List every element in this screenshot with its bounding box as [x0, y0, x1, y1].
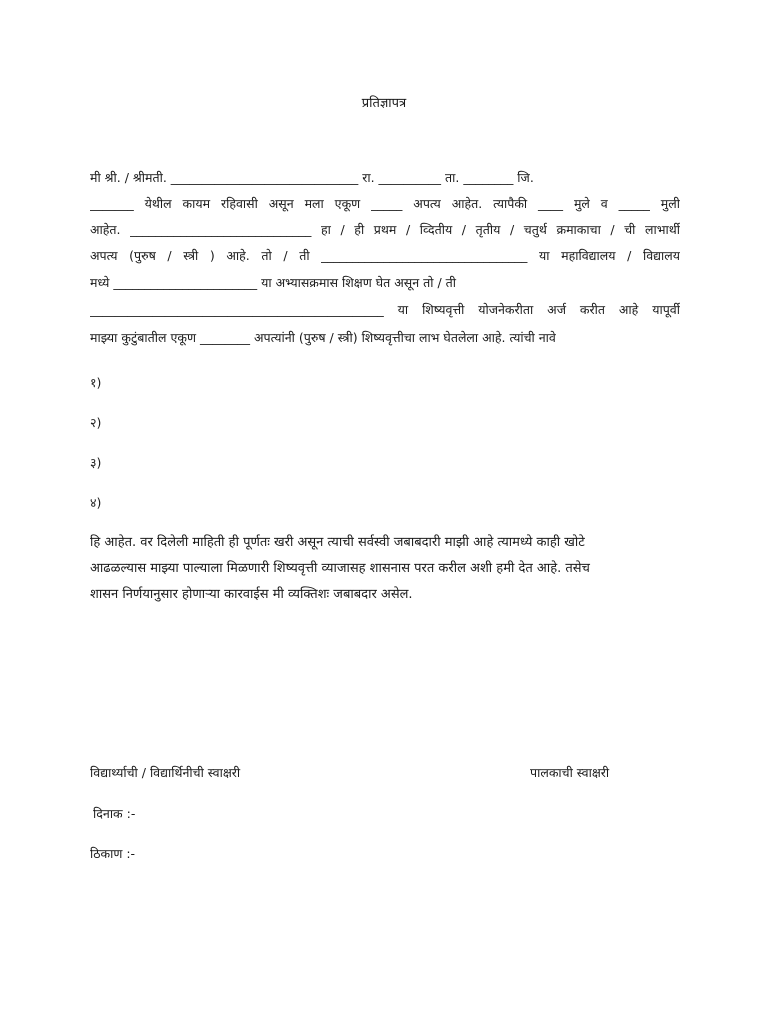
list-item-1: १) [90, 375, 102, 390]
document-title: प्रतिज्ञापत्र [361, 96, 407, 111]
list-item-2: २) [90, 415, 102, 430]
student-signature-label: विद्यार्थ्याची / विद्यार्थिनीची स्वाक्षरी [90, 765, 241, 780]
place-label: ठिकाण :- [90, 846, 136, 861]
declaration-line-3: शासन निर्णयानुसार होणाऱ्या कारवाईस मी व्यक्तिशः जबाबदार असेल. [90, 587, 413, 602]
body-line-2: _______ येथील कायम रहिवासी असून मला एकूण _____ अपत्य आहेत. त्यापैकी ____ मुले व _____ मुली [90, 196, 680, 211]
parent-signature-label: पालकाची स्वाक्षरी [530, 765, 610, 780]
body-line-6: _______________________________________________ या शिष्यवृत्ती योजनेकरीता अर्ज करीत आहे यापूर्वी [90, 302, 680, 317]
declaration-line-1: हि आहेत. वर दिलेली माहिती ही पूर्णतः खरी असून त्याची सर्वस्वी जबाबदारी माझी आहे त्यामध्ये काही खोटे [90, 535, 585, 550]
declaration-paragraph [90, 530, 690, 608]
body-line-4: अपत्य (पुरुष / स्त्री ) आहे. तो / ती _________________________________ या महाविद्यालय / विद्यालय [90, 248, 680, 263]
body-line-5: मध्ये _______________________ या अभ्यासक्रमास शिक्षण घेत असून तो / ती [90, 275, 456, 290]
declaration-line-2: आढळल्यास माझ्या पाल्याला मिळणारी शिष्यवृत्ती व्याजासह शासनास परत करील अशी हमी देत आहे. तसेच [90, 561, 590, 576]
body-line-1: मी श्री. / श्रीमती. ______________________________ रा. __________ ता. ________ जि. [90, 170, 534, 185]
body-line-3: आहेत. _____________________________ हा / ही प्रथम / व्दितीय / तृतीय / चतुर्थ क्रमाकाचा / ची लाभार्थी [90, 222, 680, 237]
list-item-3: ३) [90, 455, 102, 470]
date-label: दिनाक :- [93, 806, 136, 821]
list-item-4: ४) [90, 495, 102, 510]
body-line-7: माझ्या कुटुंबातील एकूण ________ अपत्यांनी (पुरुष / स्त्री) शिष्यवृत्तीचा लाभ घेतलेला आहे. त्यांची नावे [90, 330, 556, 345]
